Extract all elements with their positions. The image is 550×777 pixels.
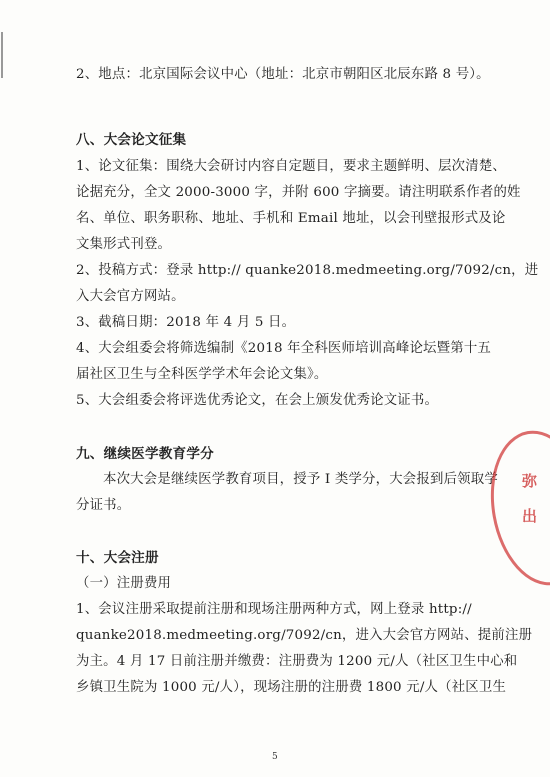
paragraph-line: 1、论文征集：围绕大会研讨内容自定题目，要求主题鲜明、层次清楚、 (76, 159, 507, 174)
paragraph-line: 名、单位、职务职称、地址、手机和 Email 地址，以会刊壁报形式及论 (76, 211, 506, 226)
paragraph-line: 乡镇卫生院为 1000 元/人），现场注册的注册费 1800 元/人（社区卫生 (76, 680, 507, 695)
scan-edge-mark (1, 32, 3, 78)
paragraph-line: 1、会议注册采取提前注册和现场注册两种方式，网上登录 http:// (76, 602, 472, 617)
section-9-heading: 九、继续医学教育学分 (76, 446, 214, 462)
red-seal-stamp (479, 423, 550, 594)
page-number: 5 (272, 752, 278, 762)
paragraph-line: 5、大会组委会将评选优秀论文，在会上颁发优秀论文证书。 (76, 393, 439, 408)
paragraph-line: 3、截稿日期：2018 年 4 月 5 日。 (76, 315, 296, 330)
venue-line: 2、地点：北京国际会议中心（地址：北京市朝阳区北辰东路 8 号）。 (76, 67, 490, 82)
paragraph-line: 4、大会组委会将筛选编制《2018 年全科医师培训高峰论坛暨第十五 (76, 341, 491, 356)
paragraph-line: 文集形式刊登。 (76, 237, 172, 252)
paragraph-line: quanke2018.medmeeting.org/7092/cn，进入大会官方网站、提前注册 (76, 628, 533, 643)
section-8-heading: 八、大会论文征集 (76, 132, 187, 148)
paragraph-line: 本次大会是继续医学教育项目，授予 I 类学分，大会报到后领取学 (103, 472, 498, 487)
paragraph-line: 分证书。 (76, 498, 131, 513)
subsection-heading: （一）注册费用 (76, 576, 172, 591)
seal-character: 出 (522, 507, 538, 525)
paragraph-line: 2、投稿方式：登录 http:// quanke2018.medmeeting.org/7092/cn，进 (76, 263, 539, 278)
seal-character: 弥 (522, 472, 538, 490)
paragraph-line: 论据充分，全文 2000-3000 字，并附 600 字摘要。请注明联系作者的姓 (76, 185, 521, 200)
section-10-heading: 十、大会注册 (76, 550, 159, 566)
paragraph-line: 届社区卫生与全科医学学术年会论文集》。 (76, 367, 328, 382)
paragraph-line: 入大会官方网站。 (76, 289, 185, 304)
paragraph-line: 为主。4 月 17 日前注册并缴费：注册费为 1200 元/人（社区卫生中心和 (76, 654, 518, 669)
